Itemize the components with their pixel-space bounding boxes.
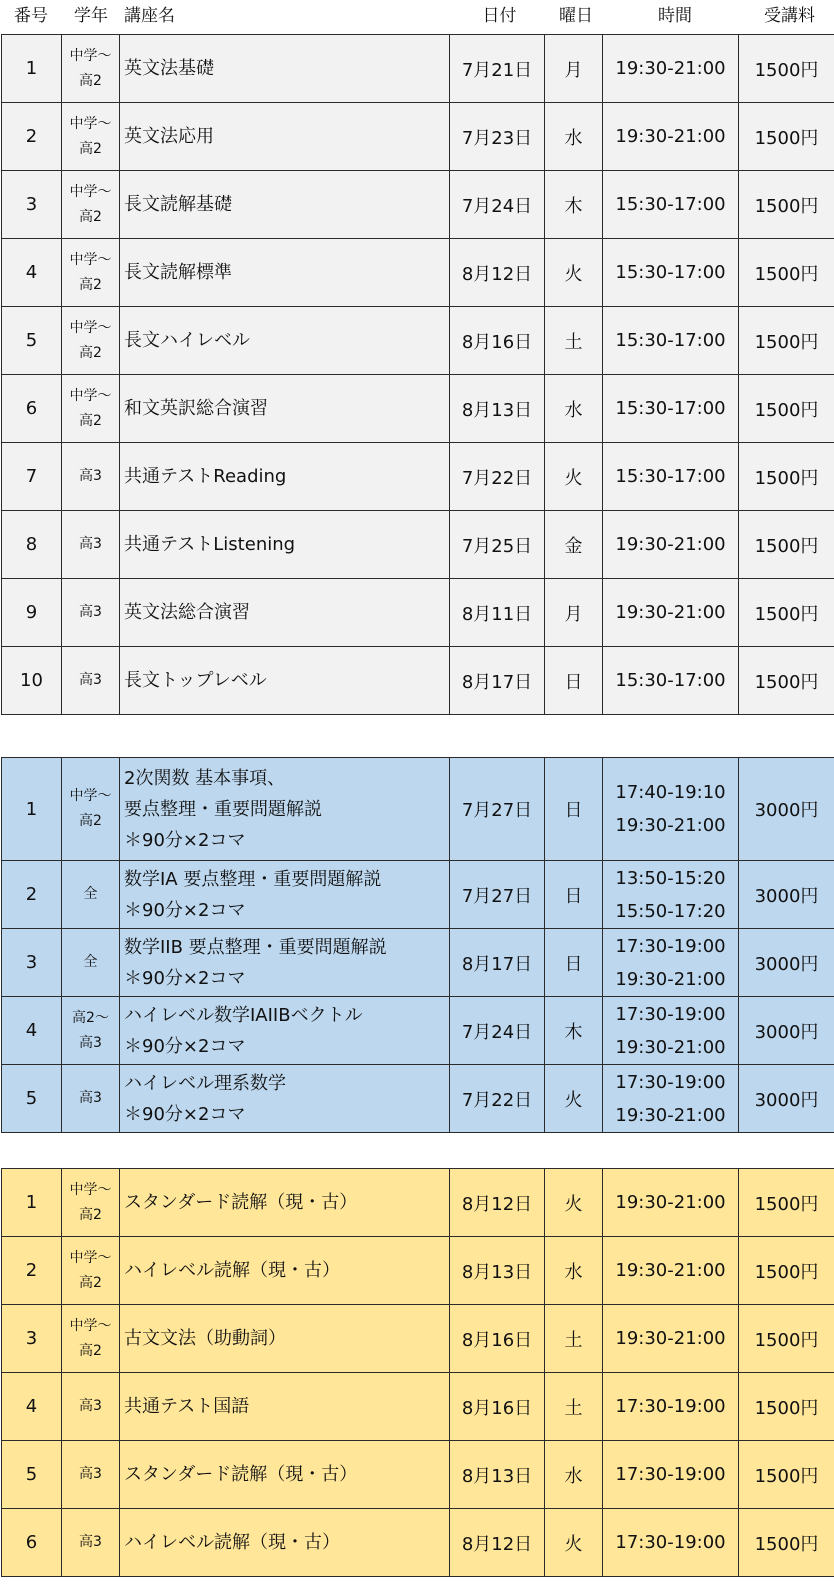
header-fee: 受講料 — [764, 6, 815, 26]
english-course-table — [1, 34, 834, 715]
cell-date: 8月16日 — [450, 307, 545, 375]
cell-grade-line: 全 — [83, 954, 98, 970]
cell-grade — [62, 1065, 120, 1133]
cell-fee: 1500円 — [739, 1237, 834, 1305]
cell-name-line: スタンダード読解（現・古） — [124, 1192, 358, 1213]
cell-grade-line: 高3 — [79, 1398, 102, 1414]
cell-name — [120, 861, 450, 929]
cell-fee: 1500円 — [739, 375, 834, 443]
cell-fee: 3000円 — [739, 758, 834, 861]
cell-date: 7月22日 — [450, 1065, 545, 1133]
cell-fee: 1500円 — [739, 239, 834, 307]
cell-dow: 水 — [545, 1237, 603, 1305]
table-row — [2, 1237, 834, 1305]
cell-name — [120, 1373, 450, 1441]
cell-name-line: 古文文法（助動詞） — [124, 1328, 286, 1349]
cell-time — [603, 929, 739, 997]
cell-grade — [62, 861, 120, 929]
cell-time — [603, 443, 739, 511]
cell-name-line: ハイレベル理系数学 — [124, 1072, 286, 1094]
cell-grade-line: 中学～ — [69, 319, 112, 336]
cell-grade-line: 高3 — [79, 1090, 102, 1106]
cell-grade-line: 高2 — [79, 140, 102, 157]
cell-grade — [62, 239, 120, 307]
cell-time — [603, 375, 739, 443]
cell-num: 3 — [2, 929, 62, 997]
cell-num: 6 — [2, 1509, 62, 1577]
cell-dow: 水 — [545, 375, 603, 443]
cell-grade — [62, 1509, 120, 1577]
cell-name — [120, 443, 450, 511]
cell-grade-line: 高2 — [79, 1342, 102, 1359]
cell-grade-line: 高3 — [79, 672, 102, 688]
cell-date: 7月27日 — [450, 861, 545, 929]
cell-name-line: ＊90分×2コマ — [124, 967, 246, 989]
cell-num: 2 — [2, 103, 62, 171]
cell-fee: 1500円 — [739, 579, 834, 647]
cell-date: 7月25日 — [450, 511, 545, 579]
cell-name — [120, 239, 450, 307]
cell-time-line: 19:30-21:00 — [615, 126, 726, 147]
cell-date: 8月12日 — [450, 239, 545, 307]
cell-fee: 3000円 — [739, 1065, 834, 1133]
cell-dow: 月 — [545, 35, 603, 103]
cell-time-line: 17:30-19:00 — [615, 1464, 726, 1485]
cell-time-line: 17:30-19:00 — [615, 1532, 726, 1553]
cell-name-line: ハイレベル読解（現・古） — [124, 1532, 340, 1553]
table-row — [2, 1169, 834, 1237]
cell-dow: 日 — [545, 758, 603, 861]
cell-grade-line: 高3 — [79, 1466, 102, 1482]
cell-num: 3 — [2, 1305, 62, 1373]
cell-grade — [62, 307, 120, 375]
cell-date: 8月17日 — [450, 929, 545, 997]
cell-grade — [62, 929, 120, 997]
cell-name-line: 長文ハイレベル — [124, 330, 250, 351]
cell-name-line: 要点整理・重要問題解説 — [124, 798, 322, 820]
cell-grade — [62, 758, 120, 861]
cell-name — [120, 375, 450, 443]
cell-grade — [62, 1305, 120, 1373]
cell-grade — [62, 997, 120, 1065]
cell-time — [603, 103, 739, 171]
table-row — [2, 758, 834, 861]
cell-time-line: 19:30-21:00 — [615, 815, 726, 836]
cell-time-line: 19:30-21:00 — [615, 1192, 726, 1213]
cell-grade — [62, 579, 120, 647]
japanese-course-table — [1, 1168, 834, 1577]
cell-grade-line: 中学～ — [69, 1181, 112, 1198]
cell-grade — [62, 647, 120, 715]
table-row — [2, 1373, 834, 1441]
cell-time — [603, 647, 739, 715]
cell-dow: 土 — [545, 1305, 603, 1373]
cell-name — [120, 171, 450, 239]
cell-num: 5 — [2, 1441, 62, 1509]
cell-time-line: 17:30-19:00 — [615, 935, 726, 957]
cell-grade — [62, 443, 120, 511]
cell-grade-line: 高3 — [79, 468, 102, 484]
cell-name-line: 2次関数 基本事項、 — [124, 767, 286, 789]
column-header-row — [0, 0, 834, 33]
cell-name-line: ＊90分×2コマ — [124, 1103, 246, 1125]
header-date: 日付 — [482, 6, 517, 26]
cell-grade-line: 高2 — [79, 208, 102, 225]
cell-grade-line: 高2 — [79, 1274, 102, 1291]
table-row — [2, 997, 834, 1065]
cell-time-line: 19:30-21:00 — [615, 1328, 726, 1349]
cell-date: 7月24日 — [450, 997, 545, 1065]
cell-num: 2 — [2, 861, 62, 929]
cell-date: 8月13日 — [450, 1441, 545, 1509]
cell-grade-line: 高3 — [79, 1534, 102, 1550]
cell-grade-line: 中学～ — [69, 1249, 112, 1266]
cell-date: 8月12日 — [450, 1169, 545, 1237]
cell-name-line: 数学IA 要点整理・重要問題解説 — [124, 868, 382, 890]
cell-grade — [62, 511, 120, 579]
cell-num: 1 — [2, 1169, 62, 1237]
cell-grade-line: 高2 — [79, 276, 102, 293]
cell-date: 8月12日 — [450, 1509, 545, 1577]
cell-name — [120, 929, 450, 997]
cell-fee: 1500円 — [739, 171, 834, 239]
cell-fee: 1500円 — [739, 443, 834, 511]
cell-time — [603, 511, 739, 579]
cell-grade — [62, 1373, 120, 1441]
cell-dow: 火 — [545, 1065, 603, 1133]
cell-time-line: 19:30-21:00 — [615, 1104, 726, 1126]
cell-date: 7月21日 — [450, 35, 545, 103]
cell-grade-line: 高3 — [79, 536, 102, 552]
cell-name — [120, 1441, 450, 1509]
cell-name — [120, 1169, 450, 1237]
cell-fee: 1500円 — [739, 511, 834, 579]
cell-date: 7月23日 — [450, 103, 545, 171]
cell-grade — [62, 1169, 120, 1237]
table-row — [2, 35, 834, 103]
table-row — [2, 1441, 834, 1509]
cell-time-line: 15:30-17:00 — [615, 330, 726, 351]
cell-grade-line: 高2 — [79, 1206, 102, 1223]
cell-time-line: 17:30-19:00 — [615, 1003, 726, 1025]
cell-date: 8月13日 — [450, 375, 545, 443]
cell-name-line: 長文トップレベル — [124, 670, 267, 691]
cell-grade — [62, 1441, 120, 1509]
cell-dow: 火 — [545, 443, 603, 511]
cell-time — [603, 758, 739, 861]
cell-time-line: 15:30-17:00 — [615, 670, 726, 691]
cell-date: 7月27日 — [450, 758, 545, 861]
cell-time-line: 17:30-19:00 — [615, 1071, 726, 1093]
cell-num: 7 — [2, 443, 62, 511]
cell-grade-line: 高2 — [79, 813, 102, 829]
cell-date: 8月16日 — [450, 1373, 545, 1441]
cell-time — [603, 1237, 739, 1305]
cell-num: 9 — [2, 579, 62, 647]
cell-date: 8月17日 — [450, 647, 545, 715]
cell-date: 7月22日 — [450, 443, 545, 511]
cell-dow: 火 — [545, 239, 603, 307]
cell-dow: 水 — [545, 1441, 603, 1509]
header-grade: 学年 — [74, 6, 108, 26]
cell-time — [603, 239, 739, 307]
cell-time-line: 15:30-17:00 — [615, 262, 726, 283]
cell-dow: 水 — [545, 103, 603, 171]
cell-time-line: 19:30-21:00 — [615, 1036, 726, 1058]
cell-fee: 1500円 — [739, 647, 834, 715]
table-row — [2, 1065, 834, 1133]
cell-time-line: 15:30-17:00 — [615, 466, 726, 487]
cell-dow: 火 — [545, 1509, 603, 1577]
cell-dow: 木 — [545, 997, 603, 1065]
cell-num: 5 — [2, 1065, 62, 1133]
cell-dow: 木 — [545, 171, 603, 239]
cell-fee: 1500円 — [739, 35, 834, 103]
cell-grade-line: 中学～ — [69, 251, 112, 268]
cell-name-line: ＊90分×2コマ — [124, 1035, 246, 1057]
cell-name-line: 和文英訳総合演習 — [124, 398, 268, 419]
cell-time-line: 19:30-21:00 — [615, 1260, 726, 1281]
cell-time — [603, 1509, 739, 1577]
cell-name — [120, 997, 450, 1065]
cell-fee: 1500円 — [739, 1373, 834, 1441]
cell-time-line: 13:50-15:20 — [615, 867, 726, 889]
cell-name-line: 共通テストReading — [124, 466, 287, 487]
cell-name-line: スタンダード読解（現・古） — [124, 1464, 358, 1485]
cell-time — [603, 307, 739, 375]
table-row — [2, 307, 834, 375]
cell-grade-line: 中学～ — [69, 387, 112, 404]
cell-name-line: 長文読解基礎 — [124, 194, 232, 215]
cell-name — [120, 1305, 450, 1373]
cell-date: 8月13日 — [450, 1237, 545, 1305]
header-name: 講座名 — [124, 6, 175, 26]
cell-fee: 1500円 — [739, 1305, 834, 1373]
cell-num: 4 — [2, 997, 62, 1065]
cell-fee: 1500円 — [739, 1169, 834, 1237]
cell-dow: 火 — [545, 1169, 603, 1237]
cell-name-line: ＊90分×2コマ — [124, 899, 246, 921]
cell-time — [603, 1169, 739, 1237]
cell-num: 4 — [2, 239, 62, 307]
cell-name — [120, 307, 450, 375]
cell-name-line: 英文法応用 — [124, 126, 214, 147]
table-row — [2, 1305, 834, 1373]
cell-fee: 1500円 — [739, 1509, 834, 1577]
cell-num: 2 — [2, 1237, 62, 1305]
cell-grade-line: 中学～ — [69, 1317, 112, 1334]
cell-time-line: 19:30-21:00 — [615, 534, 726, 555]
table-row — [2, 103, 834, 171]
cell-name-line: 共通テスト国語 — [124, 1396, 250, 1417]
cell-time — [603, 997, 739, 1065]
cell-grade-line: 高3 — [79, 604, 102, 620]
cell-grade — [62, 103, 120, 171]
cell-time-line: 15:30-17:00 — [615, 194, 726, 215]
cell-name-line: ＊90分×2コマ — [124, 829, 246, 851]
cell-grade-line: 中学～ — [69, 47, 112, 64]
cell-time-line: 17:40-19:10 — [615, 782, 726, 803]
cell-fee: 3000円 — [739, 861, 834, 929]
cell-time-line: 19:30-21:00 — [615, 602, 726, 623]
cell-dow: 土 — [545, 307, 603, 375]
cell-grade-line: 高2 — [79, 72, 102, 89]
cell-num: 4 — [2, 1373, 62, 1441]
cell-grade-line: 全 — [83, 886, 98, 902]
cell-grade-line: 高2 — [79, 412, 102, 429]
cell-name — [120, 35, 450, 103]
header-num: 番号 — [14, 6, 48, 26]
table-row — [2, 239, 834, 307]
cell-name — [120, 758, 450, 861]
cell-name-line: 英文法基礎 — [124, 58, 214, 79]
cell-name-line: ハイレベル読解（現・古） — [124, 1260, 340, 1281]
cell-date: 8月16日 — [450, 1305, 545, 1373]
header-dow: 曜日 — [559, 6, 593, 26]
cell-time-line: 19:30-21:00 — [615, 968, 726, 990]
cell-name-line: 共通テストListening — [124, 534, 296, 555]
cell-name — [120, 647, 450, 715]
cell-grade — [62, 375, 120, 443]
cell-name-line: 長文読解標準 — [124, 262, 232, 283]
cell-name — [120, 103, 450, 171]
table-row — [2, 861, 834, 929]
cell-name-line: 英文法総合演習 — [124, 602, 250, 623]
cell-grade — [62, 1237, 120, 1305]
cell-name — [120, 1509, 450, 1577]
cell-time — [603, 1373, 739, 1441]
cell-num: 5 — [2, 307, 62, 375]
cell-time — [603, 1065, 739, 1133]
cell-grade-line: 高2～ — [72, 1009, 109, 1026]
table-row — [2, 443, 834, 511]
cell-fee: 1500円 — [739, 307, 834, 375]
cell-grade-line: 高2 — [79, 344, 102, 361]
cell-grade — [62, 171, 120, 239]
cell-time-line: 19:30-21:00 — [615, 58, 726, 79]
math-course-table — [1, 757, 834, 1133]
cell-num: 1 — [2, 758, 62, 861]
cell-fee: 1500円 — [739, 103, 834, 171]
table-row — [2, 647, 834, 715]
cell-fee: 3000円 — [739, 929, 834, 997]
cell-grade-line: 中学～ — [69, 788, 112, 804]
cell-date: 7月24日 — [450, 171, 545, 239]
cell-time-line: 17:30-19:00 — [615, 1396, 726, 1417]
cell-fee: 1500円 — [739, 1441, 834, 1509]
cell-dow: 日 — [545, 861, 603, 929]
table-row — [2, 579, 834, 647]
cell-time — [603, 35, 739, 103]
cell-name — [120, 1237, 450, 1305]
cell-grade-line: 高3 — [79, 1034, 102, 1051]
table-row — [2, 375, 834, 443]
cell-time — [603, 861, 739, 929]
cell-dow: 土 — [545, 1373, 603, 1441]
cell-time-line: 15:30-17:00 — [615, 398, 726, 419]
cell-num: 6 — [2, 375, 62, 443]
table-row — [2, 929, 834, 997]
cell-time — [603, 1441, 739, 1509]
table-row — [2, 511, 834, 579]
cell-num: 10 — [2, 647, 62, 715]
cell-name — [120, 1065, 450, 1133]
cell-grade-line: 中学～ — [69, 183, 112, 200]
header-time: 時間 — [658, 6, 692, 26]
cell-num: 1 — [2, 35, 62, 103]
cell-num: 8 — [2, 511, 62, 579]
cell-name-line: ハイレベル数学IAIIBベクトル — [124, 1004, 363, 1026]
cell-time — [603, 1305, 739, 1373]
cell-name — [120, 579, 450, 647]
cell-name — [120, 511, 450, 579]
cell-dow: 日 — [545, 929, 603, 997]
cell-time — [603, 171, 739, 239]
cell-dow: 日 — [545, 647, 603, 715]
cell-time-line: 15:50-17:20 — [615, 900, 726, 922]
cell-dow: 月 — [545, 579, 603, 647]
table-row — [2, 171, 834, 239]
cell-grade-line: 中学～ — [69, 115, 112, 132]
cell-dow: 金 — [545, 511, 603, 579]
cell-time — [603, 579, 739, 647]
cell-date: 8月11日 — [450, 579, 545, 647]
table-row — [2, 1509, 834, 1577]
cell-fee: 3000円 — [739, 997, 834, 1065]
cell-grade — [62, 35, 120, 103]
cell-name-line: 数学IIB 要点整理・重要問題解説 — [124, 936, 387, 958]
cell-num: 3 — [2, 171, 62, 239]
